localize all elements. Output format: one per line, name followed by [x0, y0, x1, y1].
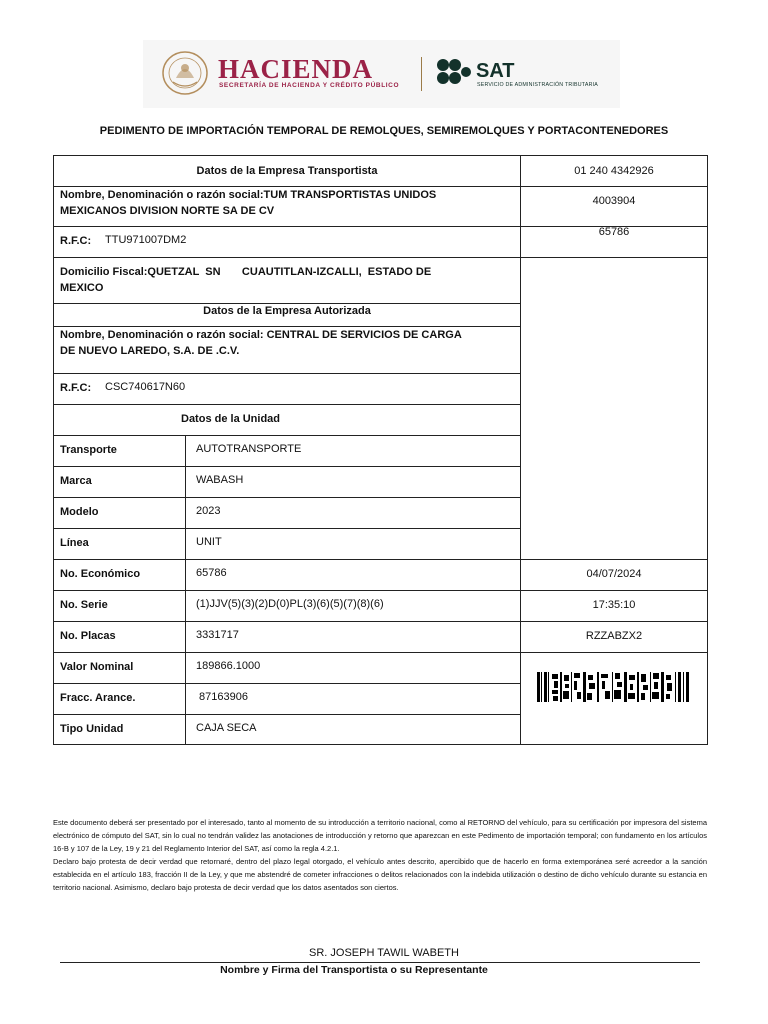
legal-notice	[53, 816, 707, 894]
logo-divider	[421, 57, 422, 91]
document-title: PEDIMENTO DE IMPORTACIÓN TEMPORAL DE REMOLQUES, SEMIREMOLQUES Y PORTACONTENEDORES	[99, 125, 669, 137]
sat-logo-text: SAT	[476, 60, 515, 82]
signatory-name: SR. JOSEPH TAWIL WABETH	[309, 947, 459, 959]
barcode-image	[537, 672, 692, 702]
unit-row-label: Fracc. Arance.	[60, 692, 136, 704]
unit-row-label: Modelo	[60, 506, 99, 518]
legal-notice-paragraph-1: Este documento deberá ser presentado por el interesado, tanto al momento de su introducción a territorio nacional, como al RETORNO del vehículo, para su certificación por impresora del sistema electrónico de cómputo del SAT, sin lo cual no tendrán validez las anotaciones de introducción y retorno que aparezcan en este Pedimento de importación temporal; con fundamento en los artículos 16-B y 107 de la Ley, 19 y 21 del Reglamento Interior del SAT, así como la regla 4.2.1.	[53, 818, 708, 853]
transportista-nombre-line1: Nombre, Denominación o razón social:TUM TRANSPORTISTAS UNIDOS	[60, 189, 437, 201]
legal-notice-paragraph-2: Declaro bajo protesta de decir verdad que retornaré, dentro del plazo legal otorgado, el vehículo antes descrito, apercibido que de hacerlo en forma extemporánea seré acreedor a la sanción establecida en el artículo 183, fracción II de la Ley, y que me abstendré de cometer infracciones o delitos relacionados con la indebida utilización o destino de dicho vehículo durante su estancia en territorio nacional. Asimismo, declaro bajo protesta de decir verdad que los datos asentados son ciertos.	[53, 857, 707, 892]
transportista-rfc-value: TTU971007DM2	[105, 234, 187, 246]
autorizada-nombre-line1: Nombre, Denominación o razón social: CENTRAL DE SERVICIOS DE CARGA	[60, 329, 462, 341]
unit-row-value: (1)JJV(5)(3)(2)D(0)PL(3)(6)(5)(7)(8)(6)	[196, 598, 384, 610]
unit-row-label: Valor Nominal	[60, 661, 134, 673]
autorizada-nombre-line2: DE NUEVO LAREDO, S.A. DE .C.V.	[60, 345, 240, 357]
transportista-section-label: Datos de la Empresa Transportista	[196, 165, 378, 177]
transportista-rfc-label: R.F.C:	[60, 235, 92, 247]
sat-logo-icon	[436, 58, 472, 88]
unit-row-value: CAJA SECA	[196, 722, 257, 734]
issue-date: 04/07/2024	[586, 568, 642, 580]
right-line-3: 65786	[598, 226, 630, 238]
unit-row-label: Línea	[60, 537, 89, 549]
transportista-domicilio-line2: MEXICO	[60, 282, 104, 294]
unit-row-value: 189866.1000	[196, 660, 261, 672]
unit-row-value: 3331717	[196, 629, 239, 641]
unit-row-value: 65786	[196, 567, 227, 579]
hacienda-subtitle: SECRETARÍA DE HACIENDA Y CRÉDITO PÚBLICO	[219, 82, 400, 89]
autorizada-rfc-label: R.F.C:	[60, 382, 92, 394]
unit-row-label: Marca	[60, 475, 92, 487]
header-logo-band	[143, 40, 620, 108]
signature-caption: Nombre y Firma del Transportista o su Representante	[220, 964, 488, 976]
autorizada-section-label: Datos de la Empresa Autorizada	[203, 305, 371, 317]
unit-row-label: No. Económico	[60, 568, 141, 580]
unit-row-value: AUTOTRANSPORTE	[196, 443, 302, 455]
sat-subtitle: SERVICIO DE ADMINISTRACIÓN TRIBUTARIA	[477, 82, 599, 88]
unit-row-value: WABASH	[196, 474, 244, 486]
unit-row-value: 2023	[196, 505, 221, 517]
issue-time: 17:35:10	[592, 599, 636, 611]
signature-line	[60, 962, 700, 963]
unit-row-label: No. Placas	[60, 630, 116, 642]
pedimento-number: 01 240 4342926	[574, 165, 654, 177]
autorizada-rfc-value: CSC740617N60	[105, 381, 186, 393]
transportista-domicilio-line1: Domicilio Fiscal:QUETZAL SN CUAUTITLAN-IZCALLI, ESTADO DE	[60, 266, 432, 278]
right-line-2: 4003904	[592, 195, 636, 207]
unit-row-label: Tipo Unidad	[60, 723, 124, 735]
unit-row-value: 87163906	[196, 691, 248, 703]
transportista-nombre-line2: MEXICANOS DIVISION NORTE SA DE CV	[60, 205, 275, 217]
mexico-seal-icon	[160, 50, 210, 96]
validation-code: RZZABZX2	[585, 630, 643, 642]
right-table-frame	[520, 155, 708, 745]
hacienda-logo-text: HACIENDA	[218, 54, 374, 84]
unidad-section-label: Datos de la Unidad	[181, 413, 281, 425]
unit-row-value: UNIT	[196, 536, 222, 548]
unit-row-label: Transporte	[60, 444, 117, 456]
unit-row-label: No. Serie	[60, 599, 108, 611]
